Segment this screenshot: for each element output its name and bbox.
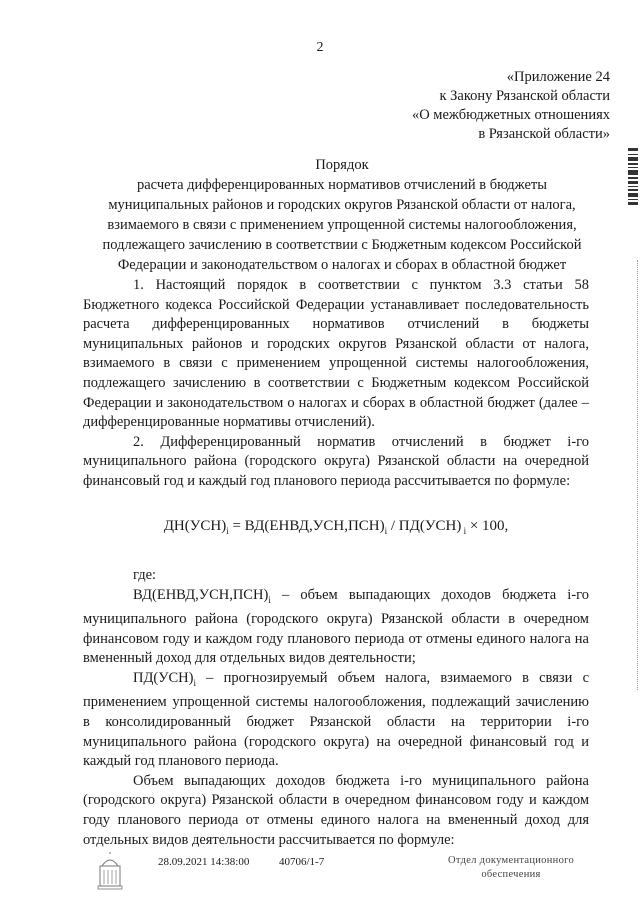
definition-term: ВД(ЕНВД,УСН,ПСН) xyxy=(133,586,269,603)
side-margin-strip xyxy=(629,260,638,690)
formula-part: / ПД(УСН) xyxy=(387,517,462,534)
footer-document-code: 40706/1-7 xyxy=(279,856,325,868)
footer-department xyxy=(436,854,586,882)
formula-1 xyxy=(83,517,589,542)
definition-1 xyxy=(83,586,589,669)
appendix-line: «О межбюджетных отношениях xyxy=(411,107,610,123)
formula-subscript: i xyxy=(461,525,467,536)
title-line: расчета дифференцированных нормативов отчислений в бюджеты xyxy=(137,177,547,193)
title-line: Федерации и законодательством о налогах и сборах в областной бюджет xyxy=(117,257,567,273)
formula-part: ДН(УСН) xyxy=(163,517,227,534)
definition-text: – объем выпадающих доходов бюджета i-го муниципального района (городского округа) Рязанской области в очередном финансовом году и каждом году планового периода от отмены единого налога на вмененный доход для отдельных видов деятельности; xyxy=(83,586,589,667)
formula-part: × 100, xyxy=(466,517,509,534)
definition-term: ПД(УСН) xyxy=(133,669,194,686)
definition-2 xyxy=(83,669,589,772)
formula-subscript: i xyxy=(384,525,388,536)
appendix-line: «Приложение 24 xyxy=(506,69,610,85)
appendix-block xyxy=(412,68,610,144)
page-number: 2 xyxy=(316,40,324,55)
appendix-line: в Рязанской области» xyxy=(478,126,610,142)
definition-subscript: i xyxy=(268,594,271,605)
paragraph-1: 1. Настоящий порядок в соответствии с пунктом 3.3 статьи 58 Бюджетного кодекса Российской Федерации устанавливает последовательность расчета дифференцированных нормативов отчислений в бюджеты муниципальных районов и городских округов Рязанской области от налога, взимаемого в связи с применением упрощенной системы налогообложения, подлежащего зачислению в соответствии с Бюджетным кодексом Российской Федерации и законодательством о налогах и сборах в областной бюджет (далее – дифференцированные нормативы отчислений). xyxy=(83,277,589,431)
side-barcode-icon xyxy=(628,100,638,250)
document-body xyxy=(83,276,589,850)
footer-timestamp: 28.09.2021 14:38:00 xyxy=(158,856,250,868)
title-line: взимаемого в связи с применением упрощенной системы налогообложения, xyxy=(107,217,577,233)
title-line: подлежащего зачислению в соответствии с Бюджетным кодексом Российской xyxy=(102,237,582,253)
formula-part: = ВД(ЕНВД,УСН,ПСН) xyxy=(228,517,385,534)
title-heading: Порядок xyxy=(315,157,369,173)
paragraph-2: 2. Дифференцированный норматив отчислений в бюджет i-го муниципального района (городского округа) Рязанской области на очередной финансовый год и каждый год планового периода рассчитывается по формуле: xyxy=(83,433,589,489)
definition-subscript: i xyxy=(193,677,196,688)
formula-subscript: i xyxy=(226,525,229,536)
title-line: муниципальных районов и городских округов Рязанской области от налога, xyxy=(108,197,576,213)
appendix-line: к Закону Рязанской области xyxy=(439,88,610,104)
duma-emblem-icon xyxy=(96,852,124,892)
definition-text: – прогнозируемый объем налога, взимаемого в связи с применением упрощенной системы налогообложения, подлежащий зачислению в консолидированный бюджет Рязанской области на территории i-го муниципального района (городского округа) на очередной финансовый год и каждый год планового периода. xyxy=(83,669,589,770)
footer-department-line: обеспечения xyxy=(481,869,541,880)
document-title xyxy=(80,155,604,275)
paragraph-3: Объем выпадающих доходов бюджета i-го муниципального района (городского округа) Рязанской области в очередном финансовом году и каждом году планового периода от отмены единого налога на вмененный доход для отдельных видов деятельности рассчитывается по формуле: xyxy=(83,772,589,848)
footer-department-line: Отдел документационного xyxy=(447,855,575,866)
footer xyxy=(0,856,640,896)
where-label: где: xyxy=(133,567,157,584)
